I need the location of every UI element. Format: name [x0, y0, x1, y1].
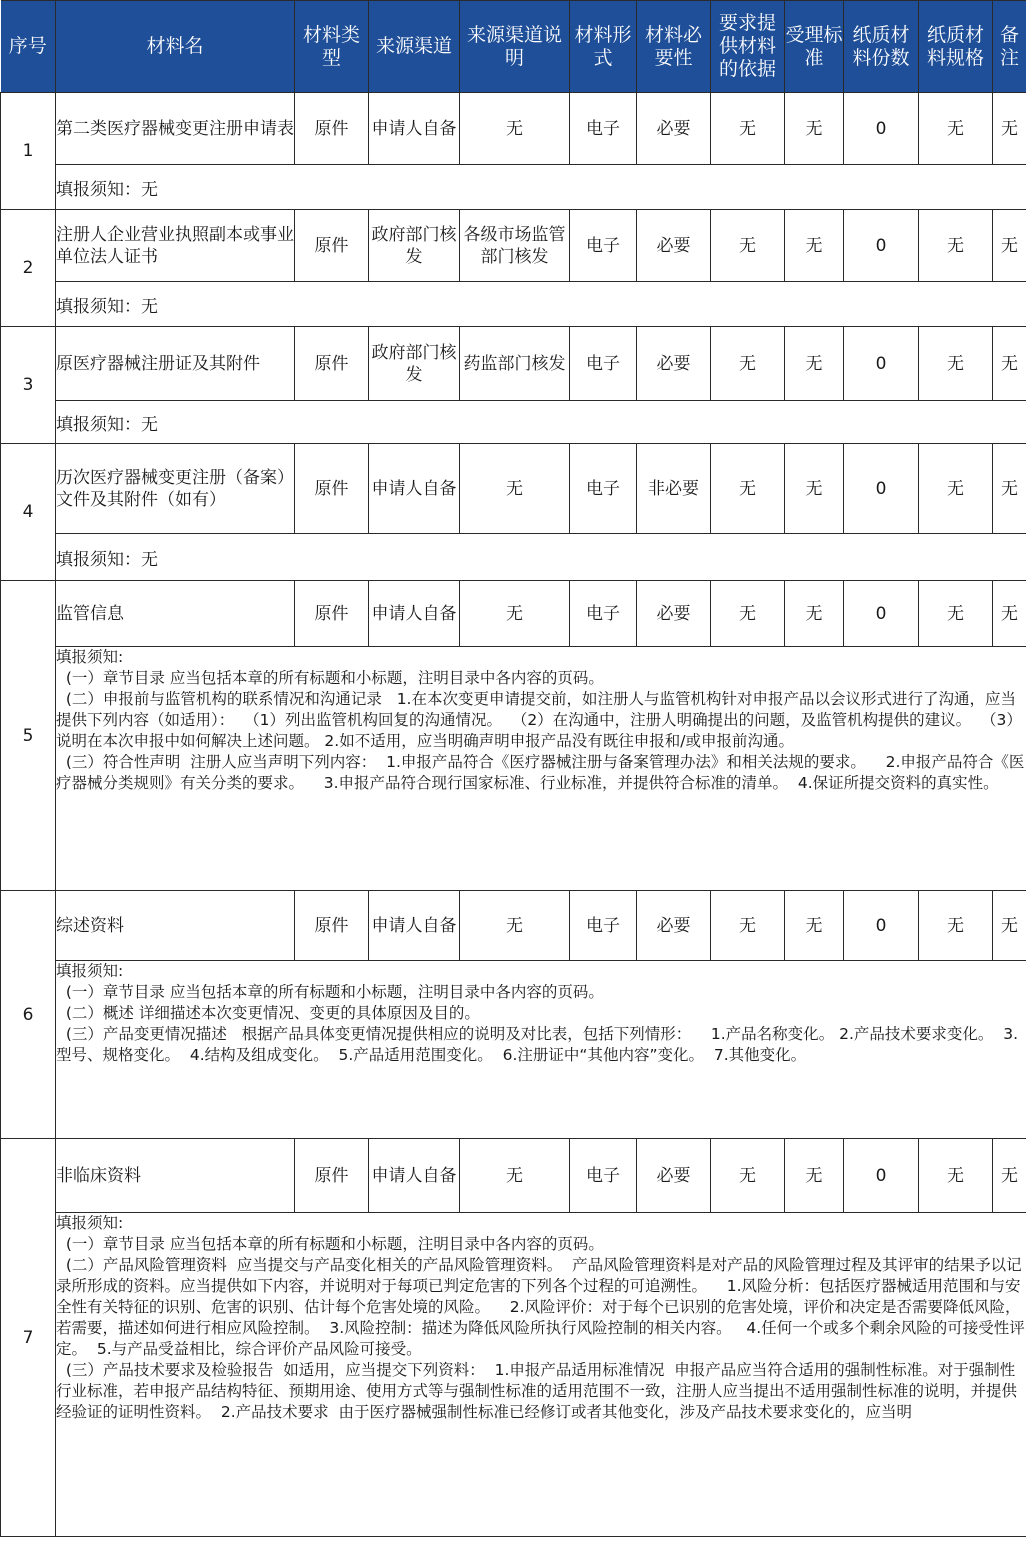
material-notes: 填报须知: (一）章节目录 应当包括本章的所有标题和小标题，注明目录中各内容的页码。 (二）申报前与监管机构的联系情况和沟通记录 1.在本次变更申请提交前，如注册人与监管机构针对申报产品以会议形式进行了沟通，应当提供下列内容（如适用）： （1）列出监管机构回复的沟通情况。 （2）在沟通中，注册人明确提出的问题，及监管机构提供的建议。 （3）说明在本次申报中如何解决上述问题。 2.如不适用，应当明确声明申报产品没有既往申报和/或申报前沟通。 (三）符合性声明 注册人应当声明下列内容： 1.申报产品符合《医疗器械注册与备案管理办法》和相关法规的要求。 2.申报产品符合《医疗器械分类规则》有关分类的要求。 3.申报产品符合现行国家标准、行业标准，并提供符合标准的清单。 4.保证所提交资料的真实性。: [56, 647, 1026, 891]
material-required: 必要: [637, 210, 711, 282]
material-name: 原医疗器械注册证及其附件: [56, 327, 295, 401]
material-name: 监管信息: [56, 581, 295, 647]
material-basis: 无: [711, 327, 785, 401]
material-paper-count: 0: [844, 444, 919, 534]
material-paper-count: 0: [844, 327, 919, 401]
header-required: 材料必要性: [637, 1, 711, 93]
material-basis: 无: [711, 93, 785, 165]
notes-row: [1, 282, 1026, 327]
material-form: 电子: [570, 891, 637, 961]
material-criteria: 无: [785, 327, 844, 401]
table-row: [1, 444, 1026, 534]
header-basis: 要求提供材料的依据: [711, 1, 785, 93]
table-header: [1, 1, 1026, 93]
material-criteria: 无: [785, 93, 844, 165]
material-basis: 无: [711, 444, 785, 534]
header-paper-spec: 纸质材料规格: [919, 1, 993, 93]
material-notes: 填报须知：无: [56, 401, 1026, 444]
material-criteria: 无: [785, 210, 844, 282]
material-remark: 无: [993, 891, 1026, 961]
material-source: 申请人自备: [369, 891, 460, 961]
material-type: 原件: [295, 93, 369, 165]
material-paper-count: 0: [844, 93, 919, 165]
row-seq: 3: [1, 327, 56, 444]
material-source: 申请人自备: [369, 581, 460, 647]
header-form: 材料形式: [570, 1, 637, 93]
table-row: [1, 93, 1026, 165]
table-row: [1, 327, 1026, 401]
table-row: [1, 581, 1026, 647]
material-source: 政府部门核发: [369, 210, 460, 282]
material-source: 申请人自备: [369, 93, 460, 165]
material-type: 原件: [295, 1139, 369, 1213]
material-required: 非必要: [637, 444, 711, 534]
material-type: 原件: [295, 891, 369, 961]
material-type: 原件: [295, 210, 369, 282]
row-seq: 5: [1, 581, 56, 891]
notes-row: [1, 961, 1026, 1139]
material-basis: 无: [711, 1139, 785, 1213]
material-required: 必要: [637, 93, 711, 165]
material-criteria: 无: [785, 1139, 844, 1213]
notes-row: [1, 647, 1026, 891]
material-basis: 无: [711, 210, 785, 282]
material-source: 申请人自备: [369, 444, 460, 534]
header-paper-count: 纸质材料份数: [844, 1, 919, 93]
material-remark: 无: [993, 93, 1026, 165]
material-paper-count: 0: [844, 891, 919, 961]
row-seq: 4: [1, 444, 56, 581]
header-source-desc: 来源渠道说明: [460, 1, 570, 93]
material-source-desc: 无: [460, 93, 570, 165]
material-type: 原件: [295, 581, 369, 647]
material-required: 必要: [637, 1139, 711, 1213]
material-notes: 填报须知：无: [56, 282, 1026, 327]
material-source-desc: 无: [460, 444, 570, 534]
material-form: 电子: [570, 444, 637, 534]
material-name: 非临床资料: [56, 1139, 295, 1213]
material-notes: 填报须知：无: [56, 165, 1026, 210]
material-required: 必要: [637, 891, 711, 961]
material-notes: 填报须知：无: [56, 534, 1026, 581]
material-form: 电子: [570, 581, 637, 647]
material-form: 电子: [570, 327, 637, 401]
material-criteria: 无: [785, 444, 844, 534]
notes-row: [1, 534, 1026, 581]
header-source: 来源渠道: [369, 1, 460, 93]
material-paper-spec: 无: [919, 581, 993, 647]
material-paper-count: 0: [844, 1139, 919, 1213]
material-name: 综述资料: [56, 891, 295, 961]
material-remark: 无: [993, 444, 1026, 534]
material-paper-spec: 无: [919, 1139, 993, 1213]
material-paper-spec: 无: [919, 210, 993, 282]
material-paper-count: 0: [844, 581, 919, 647]
material-remark: 无: [993, 327, 1026, 401]
material-paper-spec: 无: [919, 444, 993, 534]
material-form: 电子: [570, 1139, 637, 1213]
material-notes: 填报须知: (一）章节目录 应当包括本章的所有标题和小标题，注明目录中各内容的页码。 (二）产品风险管理资料 应当提交与产品变化相关的产品风险管理资料。 产品风险管理资料是对产品的风险管理过程及其评审的结果予以记录所形成的资料。应当提供如下内容，并说明对于每项已判定危害的下列各个过程的可追溯性。 1.风险分析：包括医疗器械适用范围和与安全性有关特征的识别、危害的识别、估计每个危害处境的风险。 2.风险评价：对于每个已识别的危害处境，评价和决定是否需要降低风险，若需要，描述如何进行相应风险控制。 3.风险控制：描述为降低风险所执行风险控制的相关内容。 4.任何一个或多个剩余风险的可接受性评定。 5.与产品受益相比，综合评价产品风险可接受。 (三）产品技术要求及检验报告 如适用，应当提交下列资料： 1.申报产品适用标准情况 申报产品应当符合适用的强制性标准。对于强制性行业标准，若申报产品结构特征、预期用途、使用方式等与强制性标准的适用范围不一致，注册人应当提出不适用强制性标准的说明，并提供经验证的证明性资料。 2.产品技术要求 由于医疗器械强制性标准已经修订或者其他变化，涉及产品技术要求变化的，应当明: [56, 1213, 1026, 1537]
material-basis: 无: [711, 581, 785, 647]
header-remark: 备注: [993, 1, 1026, 93]
row-seq: 7: [1, 1139, 56, 1537]
row-seq: 6: [1, 891, 56, 1139]
material-paper-spec: 无: [919, 93, 993, 165]
material-paper-count: 0: [844, 210, 919, 282]
material-remark: 无: [993, 210, 1026, 282]
material-required: 必要: [637, 327, 711, 401]
material-basis: 无: [711, 891, 785, 961]
material-source-desc: 无: [460, 1139, 570, 1213]
material-paper-spec: 无: [919, 327, 993, 401]
material-required: 必要: [637, 581, 711, 647]
material-criteria: 无: [785, 581, 844, 647]
table-row: [1, 210, 1026, 282]
material-criteria: 无: [785, 891, 844, 961]
material-source-desc: 各级市场监管部门核发: [460, 210, 570, 282]
header-criteria: 受理标准: [785, 1, 844, 93]
material-form: 电子: [570, 93, 637, 165]
material-remark: 无: [993, 1139, 1026, 1213]
material-name: 历次医疗器械变更注册（备案）文件及其附件（如有）: [56, 444, 295, 534]
material-type: 原件: [295, 444, 369, 534]
table-row: [1, 891, 1026, 961]
material-name: 第二类医疗器械变更注册申请表: [56, 93, 295, 165]
material-source-desc: 药监部门核发: [460, 327, 570, 401]
material-source-desc: 无: [460, 581, 570, 647]
material-source: 申请人自备: [369, 1139, 460, 1213]
material-source-desc: 无: [460, 891, 570, 961]
material-remark: 无: [993, 581, 1026, 647]
material-name: 注册人企业营业执照副本或事业单位法人证书: [56, 210, 295, 282]
header-seq: 序号: [1, 1, 56, 93]
material-form: 电子: [570, 210, 637, 282]
material-notes: 填报须知: (一）章节目录 应当包括本章的所有标题和小标题，注明目录中各内容的页码。 (二）概述 详细描述本次变更情况、变更的具体原因及目的。 (三）产品变更情况描述 根据产品具体变更情况提供相应的说明及对比表，包括下列情形： 1.产品名称变化。 2.产品技术要求变化。 3.型号、规格变化。 4.结构及组成变化。 5.产品适用范围变化。 6.注册证中“其他内容”变化。 7.其他变化。: [56, 961, 1026, 1139]
notes-row: [1, 1213, 1026, 1537]
notes-row: [1, 165, 1026, 210]
header-name: 材料名: [56, 1, 295, 93]
material-source: 政府部门核发: [369, 327, 460, 401]
material-paper-spec: 无: [919, 891, 993, 961]
material-type: 原件: [295, 327, 369, 401]
table-row: [1, 1139, 1026, 1213]
row-seq: 1: [1, 93, 56, 210]
row-seq: 2: [1, 210, 56, 327]
notes-row: [1, 401, 1026, 444]
header-type: 材料类型: [295, 1, 369, 93]
